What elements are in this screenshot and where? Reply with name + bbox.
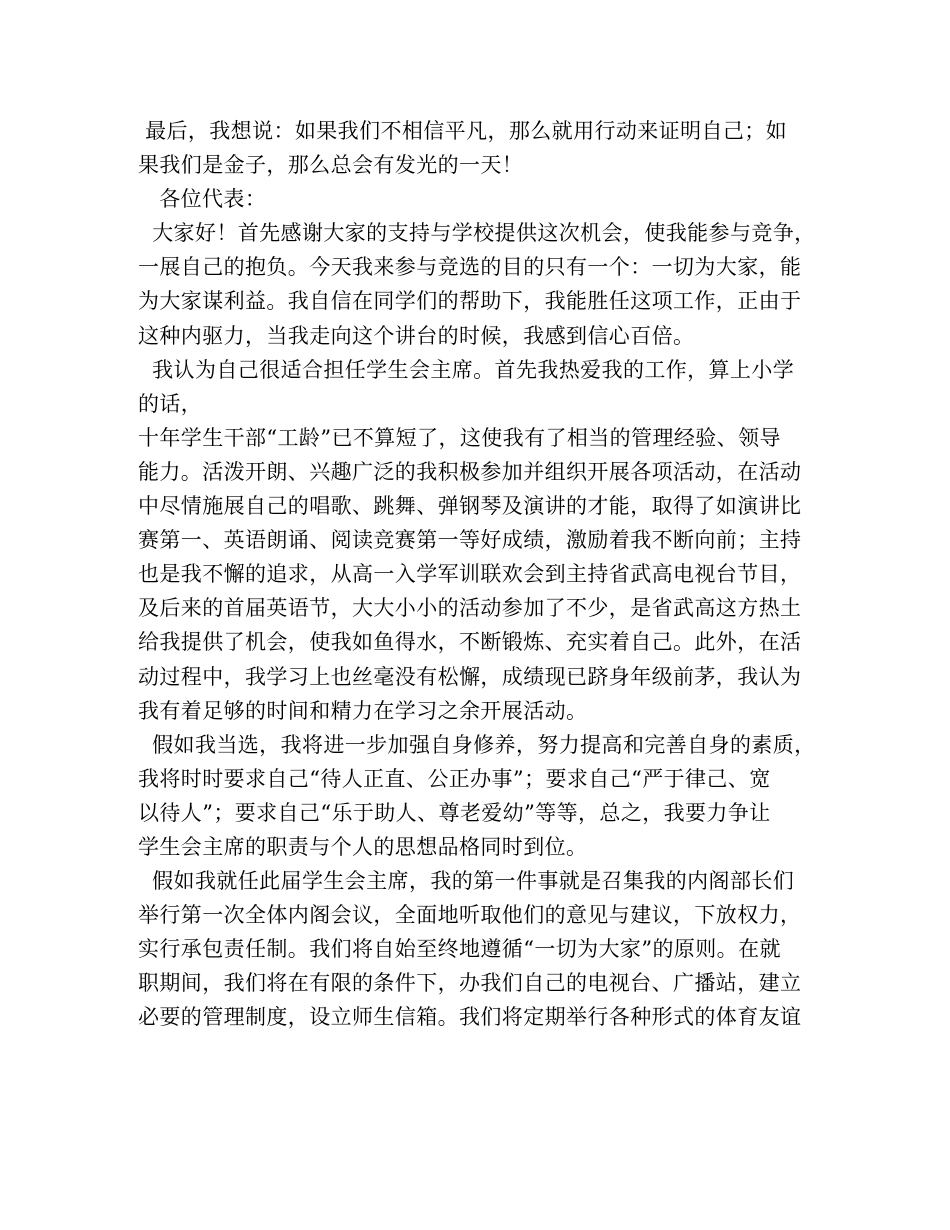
text-line: 实行承包责任制。我们将自始至终地遵循“一切为大家”的原则。在就 — [138, 937, 781, 962]
text-line: 十年学生干部“工龄”已不算短了，这使我有了相当的管理经验、领导 — [138, 425, 781, 450]
text-line: 动过程中，我学习上也丝毫没有松懈，成绩现已跻身年级前茅，我认为 — [138, 664, 802, 689]
document-body — [138, 114, 838, 1035]
text-line: 必要的管理制度，设立师生信箱。我们将定期举行各种形式的体育友谊 — [138, 1005, 802, 1030]
text-line: 以待人”；要求自己“乐于助人、尊老爱幼”等等，总之，我要力争让 — [138, 800, 771, 825]
text-line: 假如我就任此届学生会主席，我的第一件事就是召集我的内阁部长们 — [138, 869, 795, 894]
text-line: 学生会主席的职责与个人的思想品格同时到位。 — [138, 834, 588, 859]
text-line: 及后来的首届英语节，大大小小的活动参加了不少，是省武高这方热土 — [138, 596, 802, 621]
text-line: 的话， — [138, 391, 203, 416]
text-line: 赛第一、英语朗诵、阅读竞赛第一等好成绩，激励着我不断向前；主持 — [138, 528, 802, 553]
text-line: 给我提供了机会，使我如鱼得水，不断锻炼、充实着自己。此外，在活 — [138, 630, 802, 655]
text-line: 能力。活泼开朗、兴趣广泛的我积极参加并组织开展各项活动，在活动 — [138, 459, 802, 484]
text-line: 假如我当选，我将进一步加强自身修养，努力提高和完善自身的素质， — [138, 732, 816, 757]
text-line: 这种内驱力，当我走向这个讲台的时候，我感到信心百倍。 — [138, 323, 695, 348]
text-line: 各位代表： — [138, 187, 267, 212]
text-line: 举行第一次全体内阁会议，全面地听取他们的意见与建议，下放权力， — [138, 903, 802, 928]
text-line: 大家好！首先感谢大家的支持与学校提供这次机会，使我能参与竞争， — [138, 221, 816, 246]
text-line: 我将时时要求自己“待人正直、公正办事”；要求自己“严于律己、宽 — [138, 766, 771, 791]
text-line: 中尽情施展自己的唱歌、跳舞、弹钢琴及演讲的才能，取得了如演讲比 — [138, 494, 802, 519]
text-line: 我有着足够的时间和精力在学习之余开展活动。 — [138, 698, 588, 723]
text-line: 也是我不懈的追求，从高一入学军训联欢会到主持省武高电视台节目， — [138, 562, 802, 587]
text-line: 为大家谋利益。我自信在同学们的帮助下，我能胜任这项工作，正由于 — [138, 289, 802, 314]
text-line: 职期间，我们将在有限的条件下，办我们自己的电视台、广播站，建立 — [138, 971, 802, 996]
text-line: 果我们是金子，那么总会有发光的一天！ — [138, 153, 524, 178]
text-line: 我认为自己很适合担任学生会主席。首先我热爱我的工作，算上小学 — [138, 357, 795, 382]
text-line: 最后，我想说：如果我们不相信平凡，那么就用行动来证明自己；如 — [138, 119, 788, 143]
text-line: 一展自己的抱负。今天我来参与竞选的目的只有一个：一切为大家，能 — [138, 255, 802, 280]
